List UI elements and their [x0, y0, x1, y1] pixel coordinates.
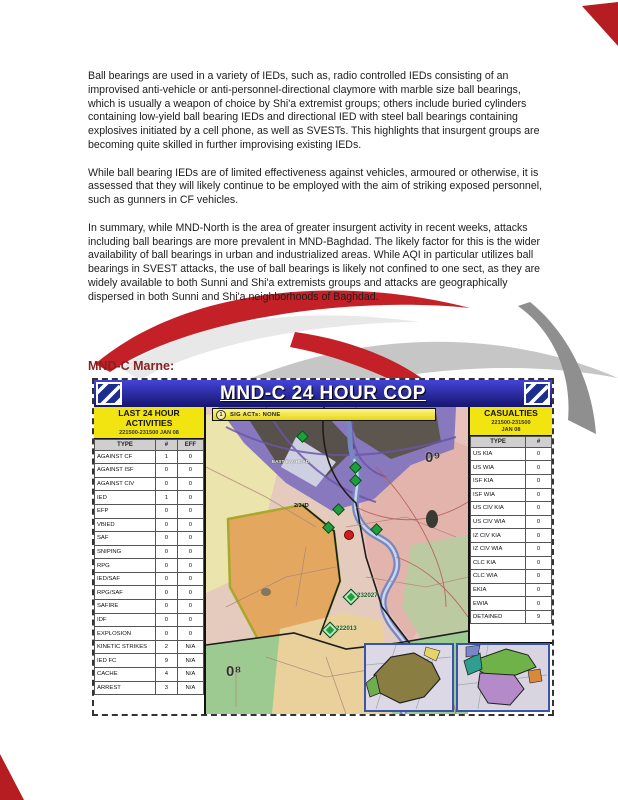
table-cell: IED	[95, 491, 156, 505]
table-row	[471, 502, 552, 516]
table-row	[95, 545, 204, 559]
table-row	[95, 450, 204, 464]
activities-panel	[94, 407, 206, 714]
table-cell: AGAINST ISF	[95, 464, 156, 478]
table-cell: RPG	[95, 559, 156, 573]
table-cell: US CIV WIA	[471, 515, 526, 529]
cop-header-banner	[94, 380, 552, 407]
map-marker-circle-icon	[344, 530, 354, 540]
table-cell: 0	[177, 518, 203, 532]
activities-table	[94, 439, 204, 696]
inset-map-west	[364, 643, 454, 712]
table-cell: EWIA	[471, 597, 526, 611]
table-cell: 0	[526, 542, 552, 556]
column-header: TYPE	[95, 439, 156, 450]
table-cell: 0	[156, 572, 178, 586]
table-cell: 0	[177, 464, 203, 478]
table-cell: 0	[526, 474, 552, 488]
table-cell: 0	[177, 504, 203, 518]
table-cell: 0	[156, 477, 178, 491]
table-cell: US CIV KIA	[471, 502, 526, 516]
table-cell: 0	[177, 572, 203, 586]
table-row	[95, 600, 204, 614]
map-marker-diamond-icon	[351, 476, 360, 485]
column-header: EFF	[177, 439, 203, 450]
table-cell: 0	[156, 532, 178, 546]
table-cell: 0	[526, 583, 552, 597]
table-cell: 0	[177, 545, 203, 559]
table-cell: US KIA	[471, 447, 526, 461]
table-row	[95, 654, 204, 668]
table-cell: IED/SAF	[95, 572, 156, 586]
table-cell: 4	[156, 668, 178, 682]
corner-ribbon-top-right	[582, 2, 618, 46]
map-marker-diamond-icon	[324, 523, 333, 532]
table-cell: 0	[156, 545, 178, 559]
table-cell: 0	[156, 613, 178, 627]
table-cell: ARREST	[95, 681, 156, 695]
casualties-date-line2: JAN 08	[501, 426, 521, 433]
table-cell: 0	[177, 613, 203, 627]
map-marker-diamond-icon	[345, 591, 378, 603]
body-text	[88, 70, 546, 318]
table-cell: 0	[177, 477, 203, 491]
map-marker-label: 232027	[357, 592, 378, 599]
table-cell: RPG/SAF	[95, 586, 156, 600]
table-row	[471, 597, 552, 611]
activities-title-line2: ACTIVITIES	[125, 417, 173, 428]
division-patch-right-icon	[524, 382, 550, 405]
column-header: #	[156, 439, 178, 450]
table-cell: 9	[156, 654, 178, 668]
map-marker-diamond-icon	[372, 525, 381, 534]
casualties-panel	[468, 407, 552, 644]
activities-title-line1: LAST 24 HOUR	[118, 408, 180, 418]
map-label: 0⁸	[226, 663, 242, 680]
table-row	[95, 627, 204, 641]
table-row	[95, 504, 204, 518]
casualties-title: CASUALTIES	[484, 408, 538, 418]
table-row	[95, 464, 204, 478]
map-label: EAST BAGHDAD	[272, 459, 310, 464]
table-row	[471, 570, 552, 584]
column-header: #	[526, 436, 552, 447]
table-cell: IED FC	[95, 654, 156, 668]
table-cell: 0	[156, 518, 178, 532]
map-label: 0⁹	[425, 449, 441, 466]
table-row	[471, 610, 552, 624]
cop-graphic	[92, 378, 554, 716]
table-cell: 1	[156, 491, 178, 505]
table-row	[95, 668, 204, 682]
casualties-header	[470, 407, 552, 436]
table-row	[471, 529, 552, 543]
table-row	[95, 559, 204, 573]
division-patch-left-icon	[96, 382, 122, 405]
table-row	[95, 491, 204, 505]
table-cell: EFP	[95, 504, 156, 518]
paragraph-summary: In summary, while MND-North is the area of greater insurgent activity in recent weeks, attacks including ball bearings are more prevalent in MND-Baghdad. The likely factor for this is the wider availability of ball bearings in urban and industrialized areas. While AQI in particular utilizes ball bearings in SVEST attacks, the use of ball bearings is likely not confined to one sect, as they are widely available to both Sunni and Shi'a extremists groups and attacks are geographically dispersed in both Sunni and Shi'a neighborhoods of Baghdad.	[88, 221, 541, 303]
table-cell: 0	[156, 504, 178, 518]
table-cell: IZ CIV KIA	[471, 529, 526, 543]
table-cell: IDF	[95, 613, 156, 627]
table-row	[95, 532, 204, 546]
table-row	[95, 586, 204, 600]
sigacts-banner	[212, 408, 436, 421]
table-cell: DETAINED	[471, 610, 526, 624]
table-cell: 0	[526, 529, 552, 543]
table-row	[471, 461, 552, 475]
table-cell: 0	[526, 461, 552, 475]
table-cell: 3	[156, 681, 178, 695]
activities-header-row	[95, 439, 204, 450]
table-cell: KINETIC STRIKES	[95, 640, 156, 654]
map-marker-diamond-icon	[351, 463, 360, 472]
table-cell: N/A	[177, 668, 203, 682]
casualties-table	[470, 436, 552, 625]
table-cell: 0	[156, 559, 178, 573]
table-cell: 0	[526, 570, 552, 584]
table-cell: ISF KIA	[471, 474, 526, 488]
table-cell: 0	[177, 559, 203, 573]
table-cell: 0	[156, 627, 178, 641]
activities-date-range: 221500-231500 JAN 08	[119, 429, 179, 436]
map-marker-diamond-icon	[298, 432, 307, 441]
column-header: TYPE	[471, 436, 526, 447]
inset-map-east	[456, 643, 550, 712]
table-cell: SNIPING	[95, 545, 156, 559]
table-cell: 0	[177, 600, 203, 614]
map-marker-diamond-icon	[334, 505, 343, 514]
sigacts-text: SIG ACTs: NONE	[230, 411, 281, 418]
table-cell: N/A	[177, 640, 203, 654]
paragraph-effectiveness: While ball bearing IEDs are of limited effectiveness against vehicles, armoured or otherwise, it is assessed that they will likely continue to be employed with the aim of striking exposed personnel, such as gunners in CF vehicles.	[88, 166, 543, 207]
table-cell: IZ CIV WIA	[471, 542, 526, 556]
table-cell: 0	[177, 450, 203, 464]
table-cell: 0	[177, 491, 203, 505]
table-cell: 0	[526, 502, 552, 516]
table-row	[471, 488, 552, 502]
table-row	[95, 613, 204, 627]
map-marker-diamond-icon	[324, 624, 357, 636]
table-cell: AGAINST CF	[95, 450, 156, 464]
table-cell: EKIA	[471, 583, 526, 597]
table-row	[471, 515, 552, 529]
table-row	[95, 681, 204, 695]
table-row	[471, 447, 552, 461]
table-row	[471, 474, 552, 488]
casualties-header-row	[471, 436, 552, 447]
table-cell: 0	[177, 627, 203, 641]
table-cell: 9	[526, 610, 552, 624]
table-cell: 0	[526, 447, 552, 461]
table-row	[95, 477, 204, 491]
table-cell: N/A	[177, 681, 203, 695]
table-cell: 2	[156, 640, 178, 654]
table-cell: US WIA	[471, 461, 526, 475]
paragraph-ball-bearings: Ball bearings are used in a variety of IEDs, such as, radio controlled IEDs consisting of an improvised anti-vehicle or anti-personnel-directional claymore with marble size ball bearings, which is usually a weapon of choice by Shi'a extremist groups; others include buried cylinders containing low-yield ball bearing IEDs and directional IED with steel ball bearings containing explosives initiated by a cell phone, as well as SVESTs. This highlights that insurgent groups are becoming quite skilled in further improvising existing IEDs.	[88, 70, 540, 151]
table-cell: SAF	[95, 532, 156, 546]
table-cell: 0	[156, 464, 178, 478]
map-label: 2/3 ID	[294, 503, 309, 509]
table-row	[471, 583, 552, 597]
table-cell: EXPLOSION	[95, 627, 156, 641]
table-cell: 0	[156, 600, 178, 614]
table-row	[95, 518, 204, 532]
table-cell: SAFIRE	[95, 600, 156, 614]
table-row	[95, 572, 204, 586]
casualties-date-line1: 221500-231500	[491, 419, 531, 426]
table-cell: 0	[526, 488, 552, 502]
table-cell: 0	[177, 532, 203, 546]
table-cell: CLC KIA	[471, 556, 526, 570]
table-cell: 0	[156, 586, 178, 600]
table-cell: 1	[156, 450, 178, 464]
cop-title: MND-C 24 HOUR COP	[220, 382, 426, 404]
table-row	[95, 640, 204, 654]
table-cell: CLC WIA	[471, 570, 526, 584]
table-cell: 0	[526, 556, 552, 570]
activities-header	[94, 407, 204, 439]
table-cell: VBIED	[95, 518, 156, 532]
table-cell: 0	[526, 597, 552, 611]
table-row	[471, 556, 552, 570]
table-cell: ISF WIA	[471, 488, 526, 502]
corner-ribbon-bottom-left	[0, 754, 24, 800]
map-marker-label: 222013	[336, 625, 357, 632]
table-cell: CACHE	[95, 668, 156, 682]
section-heading: MND-C Marne:	[88, 359, 175, 373]
table-row	[471, 542, 552, 556]
table-cell: 0	[177, 586, 203, 600]
table-cell: 0	[526, 515, 552, 529]
table-cell: AGAINST CIV	[95, 477, 156, 491]
sigacts-number-badge: 1	[216, 410, 226, 420]
table-cell: N/A	[177, 654, 203, 668]
